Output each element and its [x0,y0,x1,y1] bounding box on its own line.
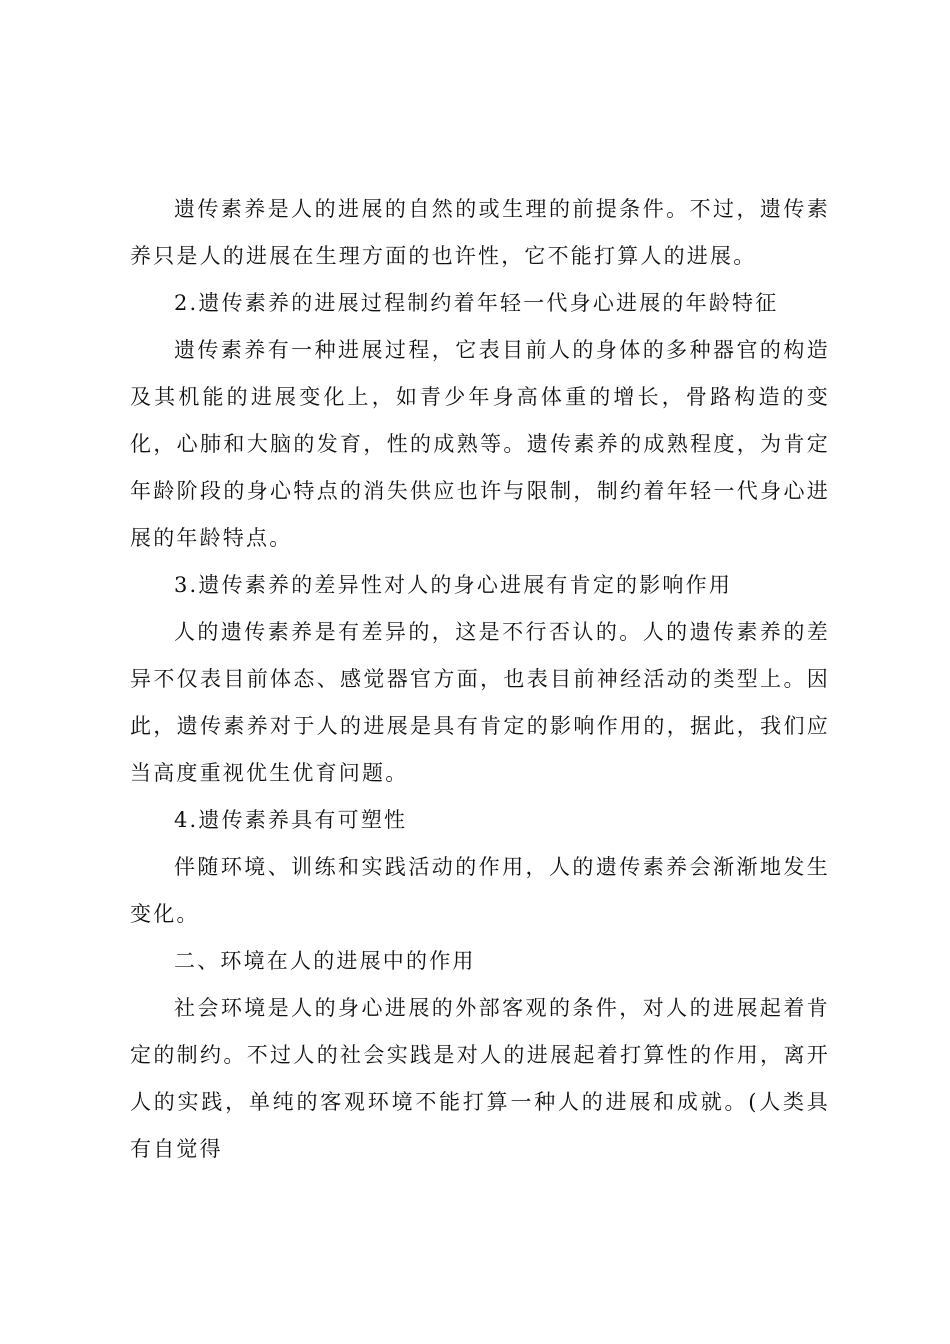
paragraph-heredity-precondition: 遗传素养是人的进展的自然的或生理的前提条件。不过，遗传素养只是人的进展在生理方面的也许性，它不能打算人的进展。 [130,197,830,268]
heading-plasticity: 4.遗传素养具有可塑性 [174,808,408,832]
paragraph-individual-differences: 人的遗传素养是有差异的，这是不行否认的。人的遗传素养的差异不仅表目前体态、感觉器官方面，也表目前神经活动的类型上。因此，遗传素养对于人的进展是具有肯定的影响作用的，据此，我们应当高度重视优生优育问题。 [130,620,830,785]
document-body [130,186,830,1173]
heading-individual-differences: 3.遗传素养的差异性对人的身心进展有肯定的影响作用 [174,573,733,597]
paragraph-developmental-process: 遗传素养有一种进展过程，它表目前人的身体的多种器官的构造及其机能的进展变化上，如青少年身高体重的增长，骨路构造的变化，心肺和大脑的发育，性的成熟等。遗传素养的成熟程度，为肯定年龄阶段的身心特点的消失供应也许与限制，制约着年轻一代身心进展的年龄特点。 [130,338,830,550]
heading-developmental-process: 2.遗传素养的进展过程制约着年轻一代身心进展的年龄特征 [174,291,779,315]
section-heading-environment: 二、环境在人的进展中的作用 [174,949,476,973]
paragraph-plasticity: 伴随环境、训练和实践活动的作用，人的遗传素养会渐渐地发生变化。 [130,855,830,926]
paragraph-social-environment: 社会环境是人的身心进展的外部客观的条件，对人的进展起着肯定的制约。不过人的社会实践是对人的进展起着打算性的作用，离开人的实践，单纯的客观环境不能打算一种人的进展和成就。(人类具有自觉得 [130,996,830,1161]
